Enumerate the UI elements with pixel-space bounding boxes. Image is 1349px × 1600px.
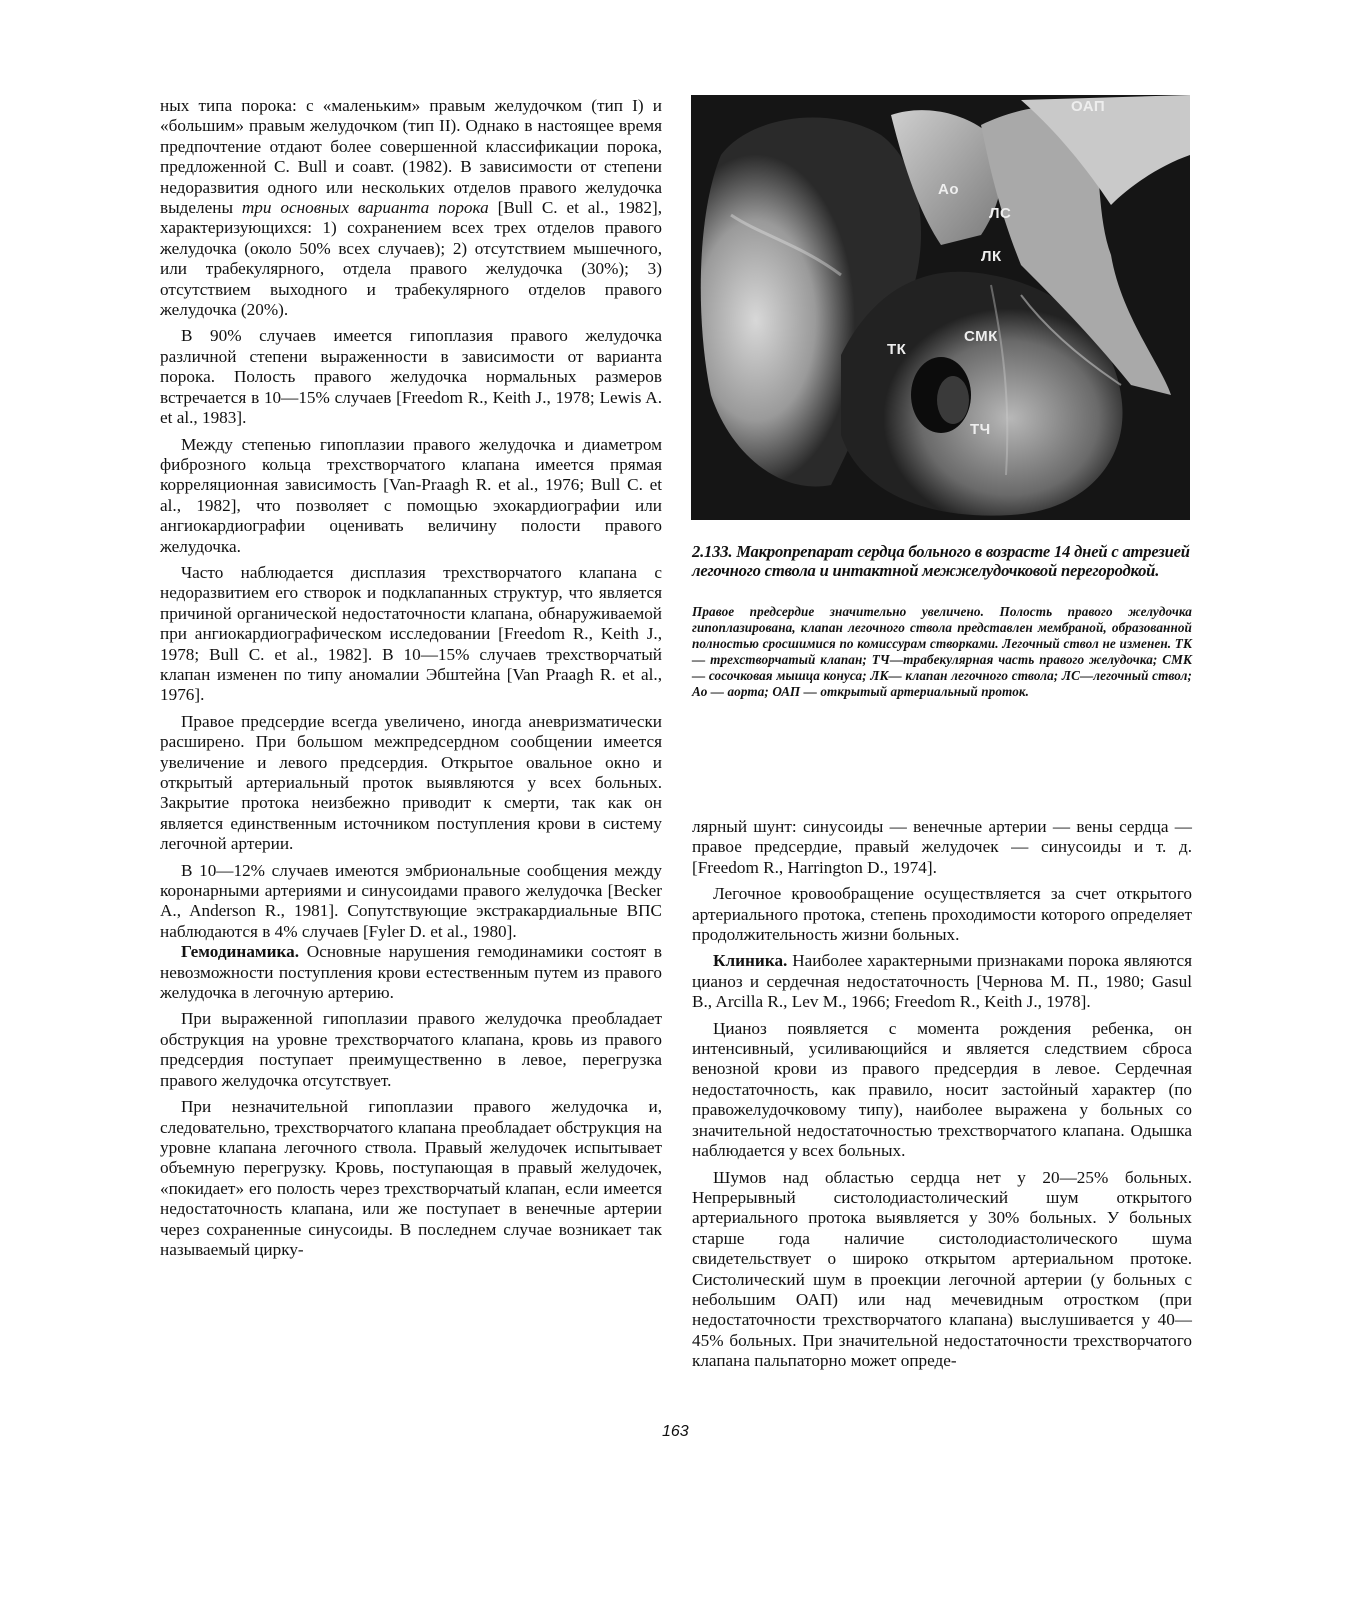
paragraph: Клиника. Наиболее характерными признаками порока являются цианоз и сердечная недостаточность [Чернова М. П., 1980; Gasul B., Arcilla R., Lev M., 1966; Freedom R., Keith J., 1978].: [692, 951, 1193, 1012]
paragraph: В 10—12% случаев имеются эмбриональные сообщения между коронарными артериями и синусоидами правого желудочка [Becker A., Anderson R., 1981]. Сопутствующие экстракардиальные ВПС наблюдаются в 4% случаев [Fyler D. et al., 1980].: [160, 860, 662, 941]
section-heading-hemodynamics: Гемодинамика.: [181, 942, 300, 962]
page-number: 163: [662, 1423, 689, 1440]
label-ao: Ао: [938, 181, 959, 198]
section-heading-clinic: Клиника.: [713, 951, 788, 971]
paragraph: При незначительной гипоплазии правого желудочка и, следовательно, трехстворчатого клапана преобладает обструкция на уровне клапана легочного ствола. Правый желудочек испытывает объемную перегрузку. Кровь, поступающая в правый желудочек, «покидает» его полость через трехстворчатый клапан, если имеется недостаточность клапана, или же поступает в венечные артерии через сохраненные синусоиды. В последнем случае возникает так называемый цирку-: [160, 1097, 662, 1259]
label-smk: СМК: [964, 328, 998, 345]
paragraph: Гемодинамика. Основные нарушения гемодинамики состоят в невозможности поступления крови естественным путем из правого желудочка в легочную артерию.: [160, 942, 662, 1003]
specimen-image: [691, 95, 1190, 520]
left-text-column: [160, 96, 662, 1266]
right-text-column: [692, 817, 1192, 1378]
heart-specimen-photo: [691, 95, 1190, 520]
label-tk: ТК: [887, 341, 907, 358]
figure-caption-text: Правое предсердие значительно увеличено. Полость правого желудочка гипоплазирована, клапан легочного ствола представлен мембраной, образованной полностью сросшимися по комиссурам створками. Легочный ствол не изменен. ТК — трехстворчатый клапан; ТЧ—трабекулярная часть правого желудочка; СМК — сосочковая мышца конуса; ЛК— клапан легочного ствола; ЛС—легочный ствол; Ао — аорта; ОАП — открытый артериальный проток.: [692, 604, 1192, 699]
paragraph: Правое предсердие всегда увеличено, иногда аневризматически расширено. При большом межпредсердном сообщении имеется увеличение и левого предсердия. Открытое овальное окно и открытый артериальный проток выявляются у всех больных. Закрытие протока неизбежно приводит к смерти, так как он является единственным источником поступления крови в систему легочной артерии.: [160, 711, 662, 854]
label-oap: ОАП: [1071, 98, 1106, 115]
paragraph: ных типа порока: с «маленьким» правым желудочком (тип I) и «большим» правым желудочком (тип II). Однако в настоящее время предпочтение отдают более совершенной классификации порока, предложенной C. Bull и соавт. (1982). В зависимости от степени недоразвития одного или нескольких отделов правого желудочка выделены три основных варианта порока [Bull C. et al., 1982], характеризующихся: 1) сохранением всех трех отделов правого желудочка (около 50% всех случаев); 2) отсутствием мышечного, или трабекулярного, отдела правого желудочка (30%); 3) отсутствием выходного и трабекулярного отделов правого желудочка (20%).: [160, 96, 663, 320]
paragraph: Между степенью гипоплазии правого желудочка и диаметром фиброзного кольца трехстворчатого клапана имеется прямая корреляционная зависимость [Van-Praagh R. et al., 1976; Bull C. et al., 1982], что позволяет с помощью эхокардиографии или ангиокардиографии оценивать величину полости правого желудочка.: [160, 434, 662, 556]
paragraph: лярный шунт: синусоиды — венечные артерии — вены сердца — правое предсердие, правый желудочек — синусоиды и т. д. [Freedom R., Harrington D., 1974].: [692, 817, 1192, 877]
paragraph: Шумов над областью сердца нет у 20—25% больных. Непрерывный систолодиастолический шум открытого артериального протока выявляется у 30% больных. У больных старше года наличие систолодиастолического шума свидетельствует о широко открытом артериальном протоке. Систолический шум в проекции легочной артерии (у больных с небольшим ОАП) или над мечевидным отростком (при недостаточности трехстворчатого клапана) выслушивается у 40—45% больных. При значительной недостаточности трехстворчатого клапана пальпаторно может опреде-: [692, 1167, 1192, 1371]
paragraph: В 90% случаев имеется гипоплазия правого желудочка различной степени выраженности в зависимости от варианта порока. Полость правого желудочка нормальных размеров встречается в 10—15% случаев [Freedom R., Keith J., 1978; Lewis A. et al., 1983].: [160, 326, 662, 428]
label-ls: ЛС: [989, 205, 1012, 222]
paragraph: Часто наблюдается дисплазия трехстворчатого клапана с недоразвитием его створок и подклапанных структур, что является причиной органической недостаточности клапана, обнаруживаемой при ангиокардиографическом исследовании [Freedom R., Keith J., 1978; Bull C. et al., 1982]. В 10—15% случаев трехстворчатый клапан изменен по типу аномалии Эбштейна [Van Praagh R. et al., 1976].: [160, 562, 662, 705]
paragraph: Цианоз появляется с момента рождения ребенка, он интенсивный, усиливающийся и является следствием сброса венозной крови из правого предсердия в левое. Сердечная недостаточность, как правило, носит застойный характер (по правожелудочковому типу), наиболее выражена у больных со значительной недостаточностью трехстворчатого клапана. Одышка наблюдается у всех больных.: [692, 1018, 1192, 1161]
label-tch: ТЧ: [970, 421, 991, 438]
figure-caption-title: 2.133. Макропрепарат сердца больного в возрасте 14 дней с атрезией легочного ствола и интактной межжелудочковой перегородкой.: [692, 542, 1190, 580]
paragraph: При выраженной гипоплазии правого желудочка преобладает обструкция на уровне трехстворчатого клапана, кровь из правого предсердия поступает преимущественно в левое, перегрузка правого желудочка отсутствует.: [160, 1009, 662, 1090]
label-lk: ЛК: [981, 248, 1002, 265]
paragraph: Легочное кровообращение осуществляется за счет открытого артериального протока, степень проходимости которого определяет продолжительность жизни больных.: [692, 884, 1192, 945]
